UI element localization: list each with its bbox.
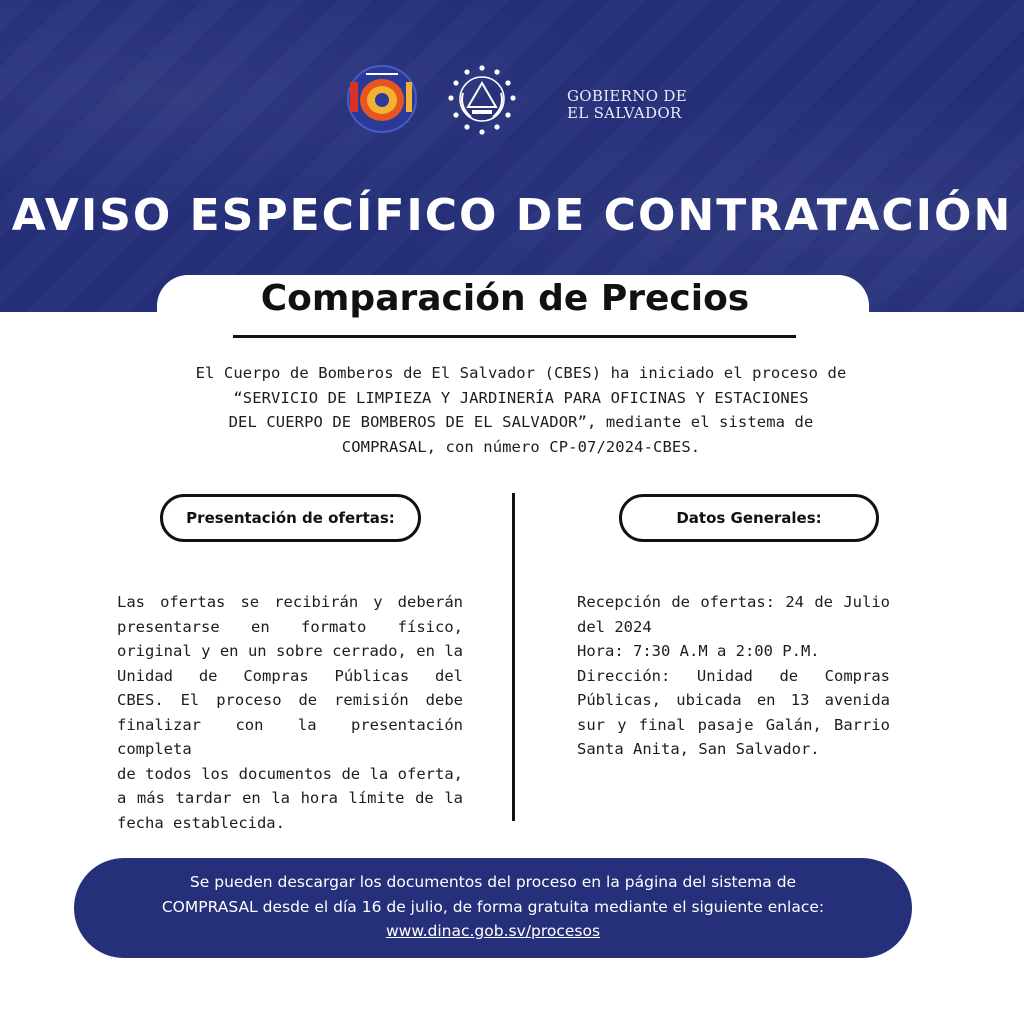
text-line: Públicas, ubicada en 13 avenida <box>577 691 890 709</box>
text-line: original y en un sobre cerrado, en la <box>117 642 463 660</box>
text-line: fecha establecida. <box>117 813 285 832</box>
government-name-line-1: GOBIERNO DE <box>567 87 687 105</box>
page-title: AVISO ESPECÍFICO DE CONTRATACIÓN <box>11 190 1013 241</box>
presentacion-text <box>117 590 463 835</box>
header-banner <box>0 0 1024 312</box>
text-line: Recepción de ofertas: 24 de Julio <box>577 593 890 611</box>
subtitle-underline <box>233 335 796 338</box>
government-name-line-2: EL SALVADOR <box>567 104 682 122</box>
subtitle: Comparación de Precios <box>260 278 750 319</box>
intro-line: COMPRASAL, con número CP-07/2024-CBES. <box>341 437 701 456</box>
download-notice <box>74 870 912 944</box>
government-name <box>567 88 717 122</box>
datos-generales-heading: Datos Generales: <box>619 494 879 542</box>
text-line: Santa Anita, San Salvador. <box>577 740 820 758</box>
intro-line: DEL CUERPO DE BOMBEROS DE EL SALVADOR”, mediante el sistema de <box>228 413 814 431</box>
text-line: Las ofertas se recibirán y deberán <box>117 593 463 611</box>
procesos-link[interactable]: www.dinac.gob.sv/procesos <box>385 922 601 940</box>
intro-line: “SERVICIO DE LIMPIEZA Y JARDINERÍA PARA OFICINAS Y ESTACIONES <box>233 388 809 407</box>
bomberos-badge-icon <box>346 64 418 134</box>
intro-line: El Cuerpo de Bomberos de El Salvador (CBES) ha iniciado el proceso de <box>195 364 847 382</box>
national-coat-of-arms-icon <box>445 63 519 137</box>
text-line: a más tardar en la hora límite de la <box>117 789 463 807</box>
column-divider <box>512 493 515 821</box>
presentacion-heading: Presentación de ofertas: <box>160 494 421 542</box>
notice-line: COMPRASAL desde el día 16 de julio, de forma gratuita mediante el siguiente enlace: <box>161 897 825 916</box>
datos-generales-text <box>577 590 890 762</box>
text-line: presentarse en formato físico, <box>117 617 463 636</box>
text-line: de todos los documentos de la oferta, <box>117 764 463 783</box>
text-line: sur y final pasaje Galán, Barrio <box>577 715 890 734</box>
intro-paragraph <box>186 361 856 459</box>
text-line: finalizar con la presentación completa <box>117 715 463 758</box>
text-line: CBES. El proceso de remisión debe <box>117 691 463 709</box>
notice-line: Se pueden descargar los documentos del proceso en la página del sistema de <box>189 873 797 891</box>
text-line: Unidad de Compras Públicas del <box>117 666 463 685</box>
text-line: Dirección: Unidad de Compras <box>577 666 890 685</box>
text-line: del 2024 <box>577 617 652 636</box>
text-line: Hora: 7:30 A.M a 2:00 P.M. <box>577 642 820 660</box>
